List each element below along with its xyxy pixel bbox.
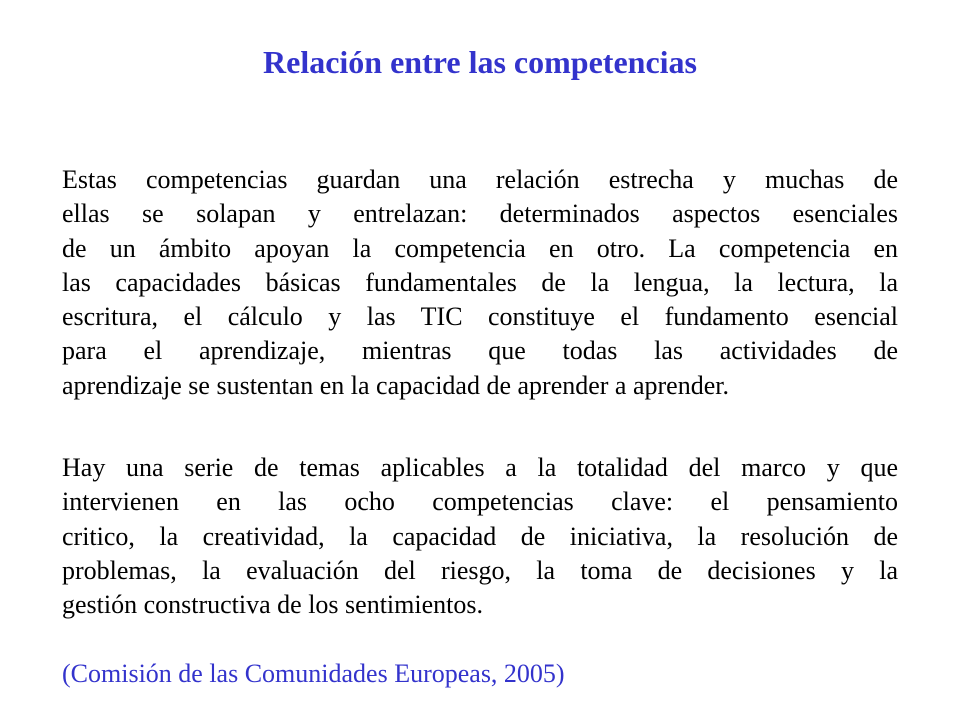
- paragraph-line: critico, la creatividad, la capacidad de iniciativa, la resolución de: [62, 521, 898, 551]
- paragraph-line: Estas competencias guardan una relación estrecha y muchas de: [62, 165, 898, 194]
- paragraph-line: las capacidades básicas fundamentales de la lengua, la lectura, la: [62, 267, 898, 297]
- paragraph-line: aprendizaje se sustentan en la capacidad de aprender a aprender.: [62, 370, 729, 400]
- paragraph-line: ellas se solapan y entrelazan: determinados aspectos esenciales: [62, 199, 898, 229]
- paragraph-themes: [62, 451, 898, 622]
- slide-title: Relación entre las competencias: [263, 44, 697, 80]
- paragraph-line: de un ámbito apoyan la competencia en otro. La competencia en: [62, 233, 898, 263]
- paragraph-line: problemas, la evaluación del riesgo, la toma de decisiones y la: [62, 555, 898, 585]
- paragraph-line: intervienen en las ocho competencias clave: el pensamiento: [62, 487, 898, 517]
- paragraph-line: gestión constructiva de los sentimientos.: [62, 590, 483, 620]
- paragraph-line: para el aprendizaje, mientras que todas las actividades de: [62, 336, 898, 366]
- paragraph-relationship: [62, 163, 898, 403]
- citation: (Comisión de las Comunidades Europeas, 2005): [62, 659, 565, 688]
- paragraph-line: Hay una serie de temas aplicables a la totalidad del marco y que: [62, 453, 898, 482]
- paragraph-line: escritura, el cálculo y las TIC constituye el fundamento esencial: [62, 302, 898, 332]
